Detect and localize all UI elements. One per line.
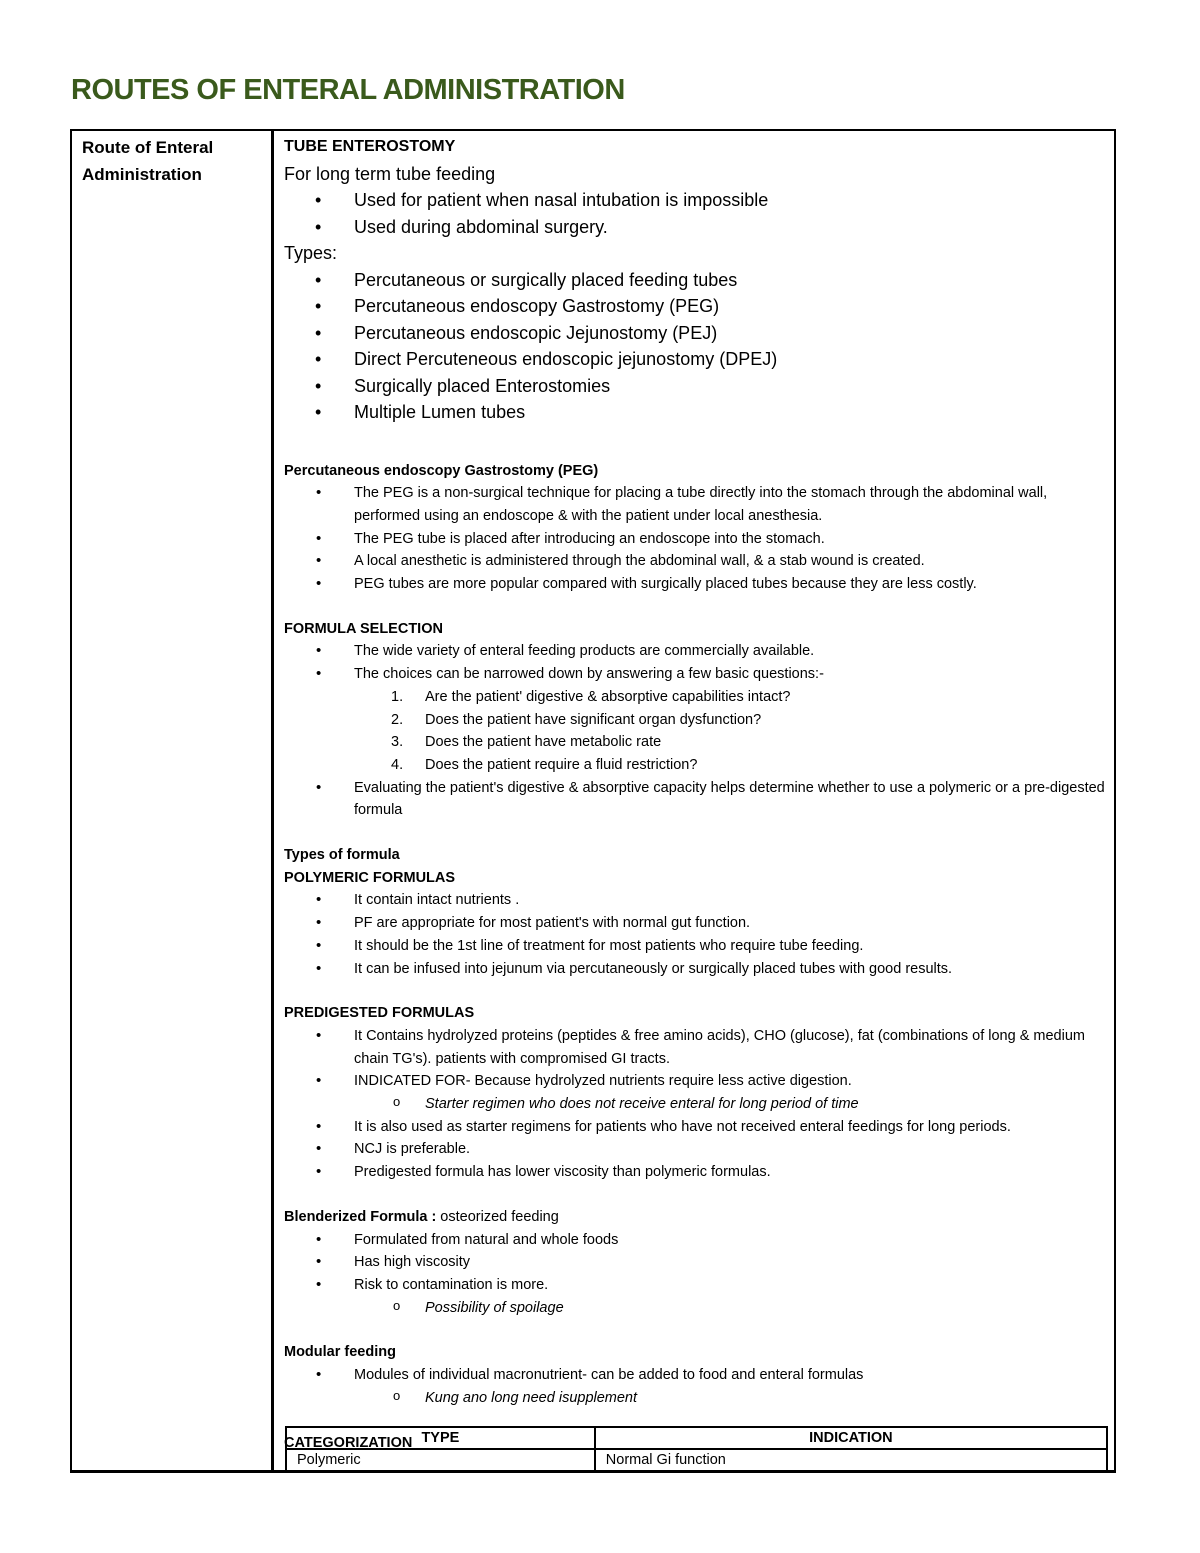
categorization-heading: CATEGORIZATION [284, 1434, 413, 1451]
modular-heading: Modular feeding [284, 1344, 396, 1361]
polymeric-list [284, 889, 1110, 980]
list-item: • Evaluating the patient's digestive & absorptive capacity helps determine whether to use a polymeric or a pre-digested formula [284, 777, 1110, 822]
tube-intro: For long term tube feeding [284, 163, 496, 184]
list-item: • Has high viscosity [284, 1251, 1110, 1274]
details-section [284, 426, 1110, 1455]
list-item: 1. Are the patient' digestive & absorptive capabilities intact? [391, 688, 791, 705]
modular-list [284, 1364, 1110, 1387]
blenderized-heading-line [284, 1206, 1110, 1229]
sub-item: o Starter regimen who does not receive enteral for long period of time [284, 1093, 1110, 1116]
blenderized-heading: Blenderized Formula : [284, 1208, 437, 1225]
tube-heading: TUBE ENTEROSTOMY [284, 138, 456, 155]
list-item: • Direct Percuteneous endoscopic jejunostomy (DPEJ) [284, 346, 1110, 373]
list-item: • NCJ is preferable. [284, 1138, 1110, 1161]
list-item: • The choices can be narrowed down by answering a few basic questions:- [284, 663, 1110, 686]
tube-enterostomy-section [284, 134, 1110, 426]
formula-selection-heading: FORMULA SELECTION [284, 620, 443, 637]
list-item: • It is also used as starter regimens for patients who have not received enteral feedings for long periods. [284, 1116, 1110, 1139]
list-item: • Used for patient when nasal intubation is impossible [284, 187, 1110, 214]
tube-uses-list [284, 187, 1110, 240]
route-label-line1: Route of Enteral [82, 138, 214, 157]
list-item: • Percutaneous endoscopic Jejunostomy (PEJ) [284, 320, 1110, 347]
tube-types-list [284, 267, 1110, 426]
page-title: ROUTES OF ENTERAL ADMINISTRATION [71, 74, 625, 106]
list-item: • INDICATED FOR- Because hydrolyzed nutrients require less active digestion. [284, 1070, 1110, 1093]
list-item: • Percutaneous or surgically placed feeding tubes [284, 267, 1110, 294]
sub-item: o Kung ano long need isupplement [284, 1387, 1110, 1410]
list-item: • It contain intact nutrients . [284, 889, 1110, 912]
list-item: • Used during abdominal surgery. [284, 214, 1110, 241]
list-item: • The wide variety of enteral feeding products are commercially available. [284, 640, 1110, 663]
list-item: • Percutaneous endoscopy Gastrostomy (PEG) [284, 293, 1110, 320]
table-cell: Polymeric [286, 1449, 595, 1471]
list-item: • Formulated from natural and whole foods [284, 1229, 1110, 1252]
types-label: Types: [284, 243, 338, 263]
list-item: • A local anesthetic is administered through the abdominal wall, & a stab wound is created. [284, 550, 1110, 573]
column-header-type: TYPE [286, 1427, 595, 1449]
blenderized-heading-rest: osteorized feeding [436, 1208, 559, 1225]
categorization-table [285, 1426, 1108, 1472]
list-item: • It can be infused into jejunum via percutaneously or surgically placed tubes with good results. [284, 958, 1110, 981]
column-header-indication: INDICATION [595, 1427, 1107, 1449]
column-divider [271, 129, 274, 1473]
peg-list [284, 482, 1110, 596]
list-item: • PF are appropriate for most patient's with normal gut function. [284, 912, 1110, 935]
route-label-cell [82, 134, 262, 188]
peg-heading: Percutaneous endoscopy Gastrostomy (PEG) [284, 462, 599, 479]
predigested-heading: PREDIGESTED FORMULAS [284, 1005, 475, 1022]
list-item: • The PEG is a non-surgical technique for placing a tube directly into the stomach through the abdominal wall, performed using an endoscope & with the patient under local anesthesia. [284, 482, 1110, 527]
list-item: • It Contains hydrolyzed proteins (peptides & free amino acids), CHO (glucose), fat (combinations of long & medium chain TG's). patients with compromised GI tracts. [284, 1025, 1110, 1070]
polymeric-heading: POLYMERIC FORMULAS [284, 869, 456, 886]
types-of-formula-heading: Types of formula [284, 847, 400, 864]
route-label-line2: Administration [82, 165, 202, 184]
table-row [286, 1449, 1107, 1471]
list-item: • PEG tubes are more popular compared with surgically placed tubes because they are less costly. [284, 573, 1110, 596]
list-item: • Modules of individual macronutrient- can be added to food and enteral formulas [284, 1364, 1110, 1387]
list-item: • Surgically placed Enterostomies [284, 373, 1110, 400]
predigested-list [284, 1025, 1110, 1093]
list-item: • Predigested formula has lower viscosity than polymeric formulas. [284, 1161, 1110, 1184]
list-item: 4. Does the patient require a fluid restriction? [391, 756, 698, 773]
list-item: • It should be the 1st line of treatment for most patients who require tube feeding. [284, 935, 1110, 958]
content-cell [284, 134, 1110, 1454]
blenderized-list [284, 1229, 1110, 1297]
questions-list [284, 686, 1110, 777]
list-item: • Risk to contamination is more. [284, 1274, 1110, 1297]
list-item: • The PEG tube is placed after introducing an endoscope into the stomach. [284, 528, 1110, 551]
list-item: 3. Does the patient have metabolic rate [391, 734, 662, 751]
list-item: 2. Does the patient have significant organ dysfunction? [391, 711, 762, 728]
formula-selection-list [284, 640, 1110, 685]
table-cell: Normal Gi function [595, 1449, 1107, 1471]
list-item: • Multiple Lumen tubes [284, 399, 1110, 426]
sub-item: o Possibility of spoilage [284, 1297, 1110, 1320]
table-header-row [286, 1427, 1107, 1449]
